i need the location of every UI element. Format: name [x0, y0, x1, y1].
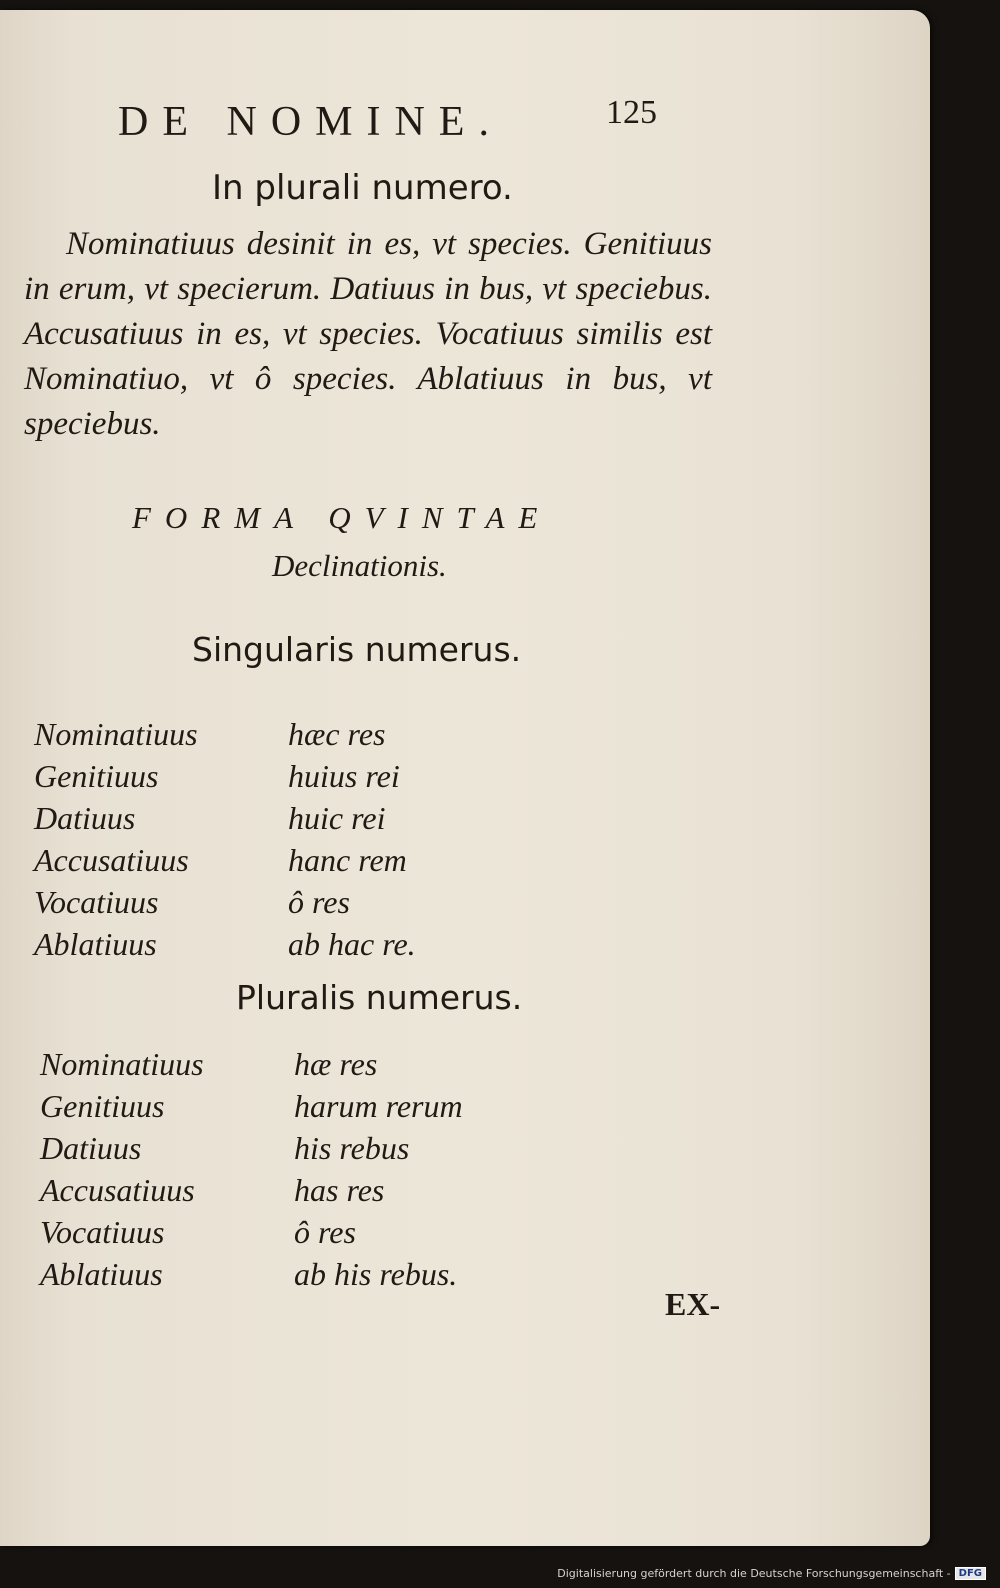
table-row [40, 1088, 560, 1130]
case-name: Nominatiuus [34, 716, 198, 752]
case-name: Nominatiuus [40, 1046, 204, 1082]
case-form: harum rerum [294, 1088, 463, 1124]
case-form: ab his rebus. [294, 1256, 458, 1292]
plural-table [40, 1046, 560, 1298]
case-form: ô res [294, 1214, 356, 1250]
credit-text: Digitalisierung gefördert durch die Deutsche Forschungsgemeinschaft - [557, 1567, 951, 1580]
case-form: ô res [288, 884, 350, 920]
table-row [40, 1046, 560, 1088]
plural-table-heading: Pluralis numerus. [236, 978, 523, 1017]
table-row [40, 1130, 560, 1172]
case-name: Ablatiuus [34, 926, 157, 962]
case-name: Accusatiuus [34, 842, 189, 878]
case-form: huius rei [288, 758, 400, 794]
table-row [34, 842, 534, 884]
table-row [34, 926, 534, 968]
case-form: has res [294, 1172, 385, 1208]
declinationis-heading: Declinationis. [272, 548, 447, 583]
case-form: ab hac re. [288, 926, 416, 962]
case-form: his rebus [294, 1130, 410, 1166]
book-page [0, 10, 930, 1546]
table-row [40, 1172, 560, 1214]
table-row [34, 800, 534, 842]
table-row [34, 716, 534, 758]
case-name: Datiuus [34, 800, 136, 836]
case-name: Ablatiuus [40, 1256, 163, 1292]
dfg-logo: DFG [955, 1567, 986, 1580]
catchword: EX- [665, 1286, 721, 1322]
plural-paragraph: Nominatiuus desinit in es, vt species. Genitiuus in erum, vt specierum. Datiuus in bus, vt speciebus. Accusatiuus in es, vt species. Vocatiuus similis est Nominatiuo, vt ô species. Ablatiuus in bus, vt speciebus. [24, 226, 712, 442]
table-row [40, 1256, 560, 1298]
page-number: 125 [606, 94, 657, 131]
table-row [40, 1214, 560, 1256]
plural-heading: In plurali numero. [212, 168, 513, 208]
table-row [34, 884, 534, 926]
case-name: Vocatiuus [40, 1214, 165, 1250]
running-header: DE NOMINE. [118, 99, 503, 145]
case-name: Vocatiuus [34, 884, 159, 920]
singular-heading: Singularis numerus. [192, 630, 522, 669]
singular-table [34, 716, 534, 968]
case-form: hanc rem [288, 842, 407, 878]
case-name: Genitiuus [34, 758, 159, 794]
case-name: Genitiuus [40, 1088, 165, 1124]
case-form: huic rei [288, 800, 386, 836]
forma-heading: FORMA QVINTAE [132, 500, 552, 535]
digitization-credit [557, 1567, 986, 1580]
table-row [34, 758, 534, 800]
case-form: hæc res [288, 716, 386, 752]
case-name: Accusatiuus [40, 1172, 195, 1208]
case-name: Datiuus [40, 1130, 142, 1166]
case-form: hæ res [294, 1046, 378, 1082]
